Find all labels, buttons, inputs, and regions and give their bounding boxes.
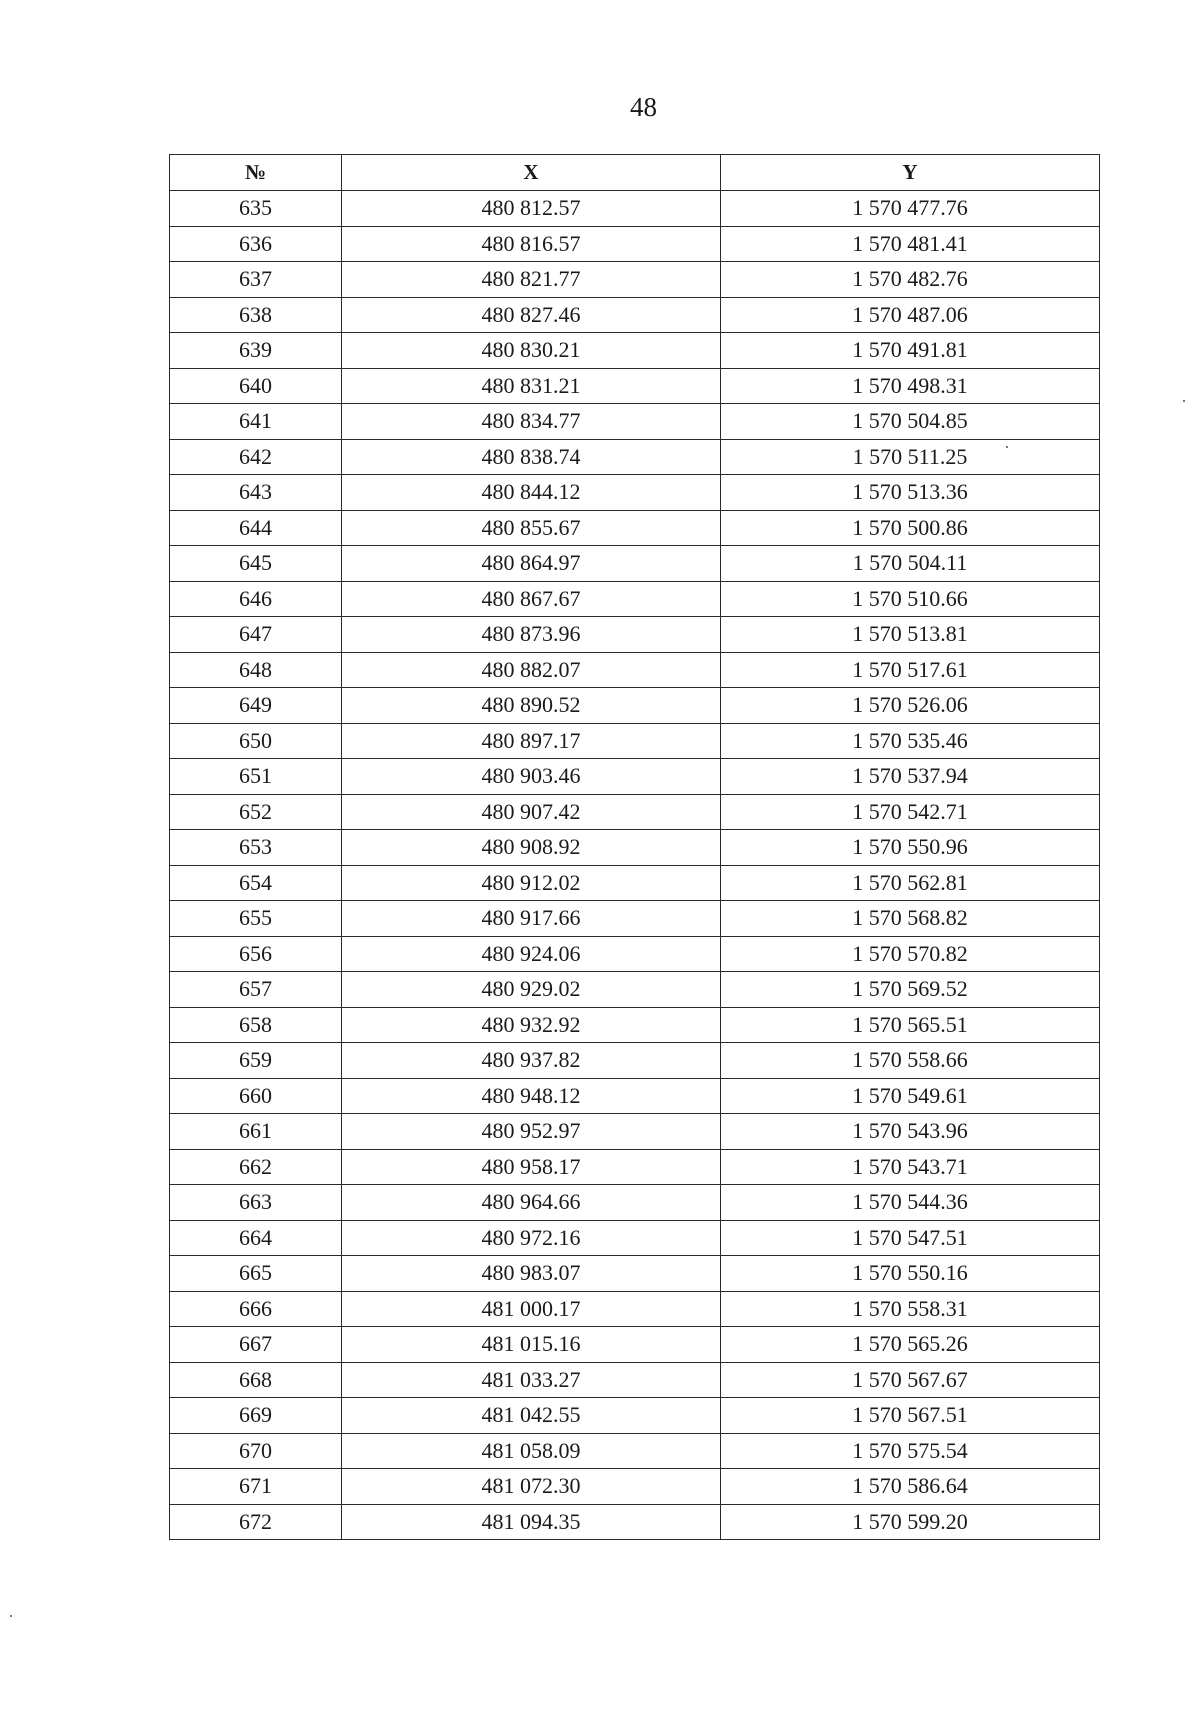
table-row: [170, 1149, 1100, 1185]
table-row: [170, 901, 1100, 937]
cell-x: 480 929.02: [342, 972, 721, 1008]
cell-x: 480 937.82: [342, 1043, 721, 1079]
cell-y: 1 570 570.82: [721, 936, 1100, 972]
table-row: [170, 262, 1100, 298]
cell-y: 1 570 569.52: [721, 972, 1100, 1008]
cell-x: 480 908.92: [342, 830, 721, 866]
cell-number: 659: [170, 1043, 342, 1079]
cell-x: 480 855.67: [342, 510, 721, 546]
cell-x: 480 844.12: [342, 475, 721, 511]
cell-number: 658: [170, 1007, 342, 1043]
table-row: [170, 794, 1100, 830]
cell-number: 648: [170, 652, 342, 688]
cell-y: 1 570 567.51: [721, 1398, 1100, 1434]
cell-number: 672: [170, 1504, 342, 1540]
table-row: [170, 1398, 1100, 1434]
column-header-x: X: [342, 155, 721, 191]
cell-number: 642: [170, 439, 342, 475]
cell-number: 670: [170, 1433, 342, 1469]
cell-number: 650: [170, 723, 342, 759]
cell-number: 666: [170, 1291, 342, 1327]
table-row: [170, 652, 1100, 688]
cell-y: 1 570 549.61: [721, 1078, 1100, 1114]
table-row: [170, 865, 1100, 901]
cell-number: 649: [170, 688, 342, 724]
cell-x: 480 897.17: [342, 723, 721, 759]
table-row: [170, 191, 1100, 227]
table-row: [170, 972, 1100, 1008]
cell-y: 1 570 482.76: [721, 262, 1100, 298]
cell-y: 1 570 543.96: [721, 1114, 1100, 1150]
cell-y: 1 570 575.54: [721, 1433, 1100, 1469]
table-row: [170, 1043, 1100, 1079]
cell-x: 480 890.52: [342, 688, 721, 724]
cell-y: 1 570 511.25: [721, 439, 1100, 475]
cell-x: 480 932.92: [342, 1007, 721, 1043]
coordinates-table: [169, 154, 1100, 1540]
cell-y: 1 570 526.06: [721, 688, 1100, 724]
table-row: [170, 688, 1100, 724]
cell-x: 480 972.16: [342, 1220, 721, 1256]
cell-x: 480 882.07: [342, 652, 721, 688]
cell-number: 653: [170, 830, 342, 866]
cell-x: 480 867.67: [342, 581, 721, 617]
table-row: [170, 297, 1100, 333]
cell-number: 647: [170, 617, 342, 653]
cell-x: 481 033.27: [342, 1362, 721, 1398]
cell-number: 656: [170, 936, 342, 972]
cell-y: 1 570 567.67: [721, 1362, 1100, 1398]
cell-x: 480 838.74: [342, 439, 721, 475]
cell-x: 480 907.42: [342, 794, 721, 830]
cell-y: 1 570 500.86: [721, 510, 1100, 546]
table-body: [170, 191, 1100, 1540]
table-row: [170, 1362, 1100, 1398]
cell-y: 1 570 558.31: [721, 1291, 1100, 1327]
cell-number: 671: [170, 1469, 342, 1505]
table-row: [170, 1185, 1100, 1221]
cell-number: 643: [170, 475, 342, 511]
cell-y: 1 570 537.94: [721, 759, 1100, 795]
cell-y: 1 570 568.82: [721, 901, 1100, 937]
column-header-y: Y: [721, 155, 1100, 191]
cell-number: 651: [170, 759, 342, 795]
cell-y: 1 570 558.66: [721, 1043, 1100, 1079]
cell-y: 1 570 513.36: [721, 475, 1100, 511]
table-row: [170, 1327, 1100, 1363]
cell-x: 480 812.57: [342, 191, 721, 227]
cell-y: 1 570 547.51: [721, 1220, 1100, 1256]
cell-number: 640: [170, 368, 342, 404]
cell-number: 654: [170, 865, 342, 901]
cell-y: 1 570 481.41: [721, 226, 1100, 262]
table-row: [170, 368, 1100, 404]
cell-number: 655: [170, 901, 342, 937]
cell-number: 636: [170, 226, 342, 262]
cell-number: 668: [170, 1362, 342, 1398]
table-row: [170, 1504, 1100, 1540]
cell-y: 1 570 535.46: [721, 723, 1100, 759]
cell-number: 652: [170, 794, 342, 830]
cell-y: 1 570 565.26: [721, 1327, 1100, 1363]
cell-number: 646: [170, 581, 342, 617]
table-header-row: [170, 155, 1100, 191]
cell-x: 481 000.17: [342, 1291, 721, 1327]
cell-x: 480 903.46: [342, 759, 721, 795]
table-row: [170, 404, 1100, 440]
cell-x: 481 058.09: [342, 1433, 721, 1469]
cell-x: 480 827.46: [342, 297, 721, 333]
table-row: [170, 1256, 1100, 1292]
cell-y: 1 570 504.85: [721, 404, 1100, 440]
cell-x: 480 924.06: [342, 936, 721, 972]
cell-y: 1 570 543.71: [721, 1149, 1100, 1185]
cell-x: 480 912.02: [342, 865, 721, 901]
cell-number: 644: [170, 510, 342, 546]
cell-number: 661: [170, 1114, 342, 1150]
cell-x: 480 831.21: [342, 368, 721, 404]
cell-number: 665: [170, 1256, 342, 1292]
table-row: [170, 546, 1100, 582]
cell-number: 660: [170, 1078, 342, 1114]
cell-x: 480 816.57: [342, 226, 721, 262]
cell-y: 1 570 504.11: [721, 546, 1100, 582]
cell-number: 645: [170, 546, 342, 582]
table-row: [170, 1469, 1100, 1505]
cell-x: 481 072.30: [342, 1469, 721, 1505]
cell-number: 635: [170, 191, 342, 227]
cell-y: 1 570 550.96: [721, 830, 1100, 866]
cell-y: 1 570 491.81: [721, 333, 1100, 369]
cell-x: 480 964.66: [342, 1185, 721, 1221]
cell-x: 480 873.96: [342, 617, 721, 653]
cell-x: 480 821.77: [342, 262, 721, 298]
cell-y: 1 570 477.76: [721, 191, 1100, 227]
cell-y: 1 570 513.81: [721, 617, 1100, 653]
scan-speck: [1183, 400, 1185, 402]
table-row: [170, 333, 1100, 369]
cell-x: 480 834.77: [342, 404, 721, 440]
cell-x: 480 983.07: [342, 1256, 721, 1292]
cell-number: 664: [170, 1220, 342, 1256]
table-row: [170, 581, 1100, 617]
cell-x: 480 952.97: [342, 1114, 721, 1150]
table-row: [170, 1291, 1100, 1327]
cell-y: 1 570 562.81: [721, 865, 1100, 901]
cell-number: 637: [170, 262, 342, 298]
cell-x: 480 830.21: [342, 333, 721, 369]
scan-speck: [10, 1615, 12, 1617]
table-row: [170, 936, 1100, 972]
cell-x: 480 948.12: [342, 1078, 721, 1114]
cell-number: 657: [170, 972, 342, 1008]
cell-y: 1 570 550.16: [721, 1256, 1100, 1292]
table-row: [170, 1007, 1100, 1043]
cell-y: 1 570 517.61: [721, 652, 1100, 688]
cell-y: 1 570 487.06: [721, 297, 1100, 333]
cell-x: 481 042.55: [342, 1398, 721, 1434]
table-row: [170, 617, 1100, 653]
cell-number: 638: [170, 297, 342, 333]
table-row: [170, 723, 1100, 759]
cell-x: 481 015.16: [342, 1327, 721, 1363]
cell-number: 663: [170, 1185, 342, 1221]
cell-x: 480 917.66: [342, 901, 721, 937]
table-row: [170, 439, 1100, 475]
table-row: [170, 1433, 1100, 1469]
cell-number: 639: [170, 333, 342, 369]
table-row: [170, 226, 1100, 262]
cell-number: 669: [170, 1398, 342, 1434]
cell-y: 1 570 599.20: [721, 1504, 1100, 1540]
table-row: [170, 1114, 1100, 1150]
cell-number: 641: [170, 404, 342, 440]
cell-y: 1 570 586.64: [721, 1469, 1100, 1505]
cell-y: 1 570 498.31: [721, 368, 1100, 404]
page-number: 48: [630, 92, 657, 122]
cell-y: 1 570 510.66: [721, 581, 1100, 617]
cell-x: 481 094.35: [342, 1504, 721, 1540]
cell-number: 662: [170, 1149, 342, 1185]
column-header-number: №: [170, 155, 342, 191]
cell-x: 480 958.17: [342, 1149, 721, 1185]
cell-number: 667: [170, 1327, 342, 1363]
cell-y: 1 570 565.51: [721, 1007, 1100, 1043]
table-row: [170, 1220, 1100, 1256]
table-row: [170, 510, 1100, 546]
scan-speck: [1006, 446, 1008, 448]
cell-x: 480 864.97: [342, 546, 721, 582]
cell-y: 1 570 542.71: [721, 794, 1100, 830]
table-row: [170, 759, 1100, 795]
cell-y: 1 570 544.36: [721, 1185, 1100, 1221]
table-row: [170, 1078, 1100, 1114]
table-row: [170, 475, 1100, 511]
table-row: [170, 830, 1100, 866]
